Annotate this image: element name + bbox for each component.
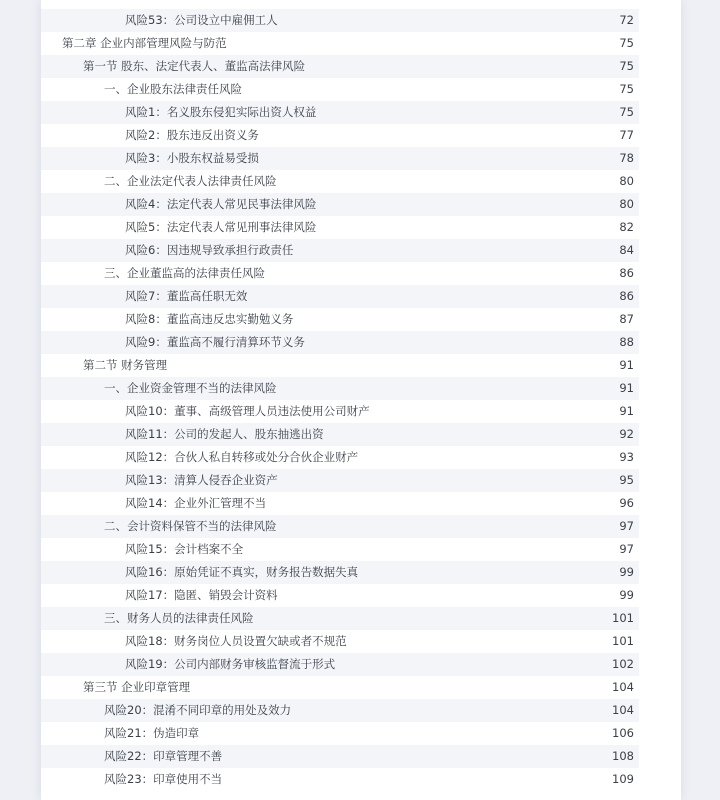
toc-entry: [41, 676, 639, 699]
toc-entry-page-number: 99: [619, 588, 634, 602]
toc-entry-page-number: 88: [619, 335, 634, 349]
toc-entry: [41, 55, 639, 78]
toc-entry: [41, 538, 639, 561]
toc-entry-page-number: 104: [612, 680, 634, 694]
toc-entry-title: 第三节 企业印章管理: [83, 680, 191, 694]
toc-entry-title: 风险13：清算人侵吞企业资产: [125, 473, 278, 487]
toc-entry-title: 三、财务人员的法律责任风险: [104, 611, 254, 625]
toc-entry-title: 风险8：董监高违反忠实勤勉义务: [125, 312, 294, 326]
toc-entry-page-number: 92: [619, 427, 634, 441]
toc-entry-title: 风险19：公司内部财务审核监督流于形式: [125, 657, 336, 671]
toc-entry-page-number: 82: [619, 220, 634, 234]
toc-entry-title: 风险7：董监高任职无效: [125, 289, 248, 303]
toc-entry: [41, 170, 639, 193]
toc-entry-page-number: 97: [619, 542, 634, 556]
toc-entry-title: 三、企业董监高的法律责任风险: [104, 266, 265, 280]
toc-entry-page-number: 87: [619, 312, 634, 326]
toc-entry-page-number: 77: [619, 128, 634, 142]
toc-entry-page-number: 99: [619, 565, 634, 579]
toc-entry-title: 风险16：原始凭证不真实，财务报告数据失真: [125, 565, 359, 579]
toc-entry-page-number: 84: [619, 243, 634, 257]
toc-entry: [41, 607, 639, 630]
toc-entry: [41, 78, 639, 101]
toc-entry-title: 第一节 股东、法定代表人、董监高法律风险: [83, 59, 306, 73]
toc-entry: [41, 446, 639, 469]
toc-entry-title: 风险6：因违规导致承担行政责任: [125, 243, 294, 257]
toc-entry-page-number: 80: [619, 197, 634, 211]
toc-entry: [41, 331, 639, 354]
toc-entry-page-number: 104: [612, 703, 634, 717]
toc-entry-title: 风险53：公司设立中雇佣工人: [125, 13, 278, 27]
toc-entry-page-number: 96: [619, 496, 634, 510]
toc-entry-title: 二、会计资料保管不当的法律风险: [104, 519, 277, 533]
toc-entry-page-number: 91: [619, 358, 634, 372]
toc-entry: [41, 630, 639, 653]
toc-entry: [41, 193, 639, 216]
toc-entry-page-number: 108: [612, 749, 634, 763]
toc-entry: [41, 699, 639, 722]
toc-entry-page-number: 86: [619, 289, 634, 303]
toc-entry-title: 风险11：公司的发起人、股东抽逃出资: [125, 427, 324, 441]
toc-entry-title: 风险4：法定代表人常见民事法律风险: [125, 197, 317, 211]
toc-entry: [41, 768, 639, 791]
toc-entry: [41, 561, 639, 584]
toc-entry: [41, 722, 639, 745]
toc-entry-page-number: 109: [612, 772, 634, 786]
toc-entry: [41, 354, 639, 377]
toc-entry-title: 风险5：法定代表人常见刑事法律风险: [125, 220, 317, 234]
toc-entry: [41, 9, 639, 32]
toc-entry-page-number: 86: [619, 266, 634, 280]
toc-entry-title: 风险2：股东违反出资义务: [125, 128, 259, 142]
toc-entry: [41, 400, 639, 423]
toc-entry-title: 风险10：董事、高级管理人员违法使用公司财产: [125, 404, 370, 418]
toc-entry: [41, 653, 639, 676]
toc-entry-page-number: 75: [619, 59, 634, 73]
toc-entry-page-number: 75: [619, 36, 634, 50]
toc-entry: [41, 584, 639, 607]
toc-entry-title: 风险18：财务岗位人员设置欠缺或者不规范: [125, 634, 347, 648]
table-of-contents: [41, 9, 639, 791]
toc-entry-page-number: 97: [619, 519, 634, 533]
toc-entry-title: 一、企业股东法律责任风险: [104, 82, 242, 96]
toc-entry-page-number: 101: [612, 611, 634, 625]
toc-entry-page-number: 101: [612, 634, 634, 648]
toc-entry: [41, 147, 639, 170]
toc-entry: [41, 239, 639, 262]
toc-entry: [41, 216, 639, 239]
toc-entry-title: 风险14：企业外汇管理不当: [125, 496, 267, 510]
toc-entry: [41, 285, 639, 308]
toc-entry-page-number: 91: [619, 404, 634, 418]
toc-entry-page-number: 72: [619, 13, 634, 27]
toc-entry-page-number: 95: [619, 473, 634, 487]
toc-entry-title: 风险12：合伙人私自转移或处分合伙企业财产: [125, 450, 359, 464]
toc-entry-title: 第二节 财务管理: [83, 358, 168, 372]
toc-entry: [41, 377, 639, 400]
toc-entry: [41, 745, 639, 768]
toc-entry: [41, 124, 639, 147]
toc-entry-title: 风险1：名义股东侵犯实际出资人权益: [125, 105, 317, 119]
toc-entry: [41, 101, 639, 124]
toc-entry-page-number: 93: [619, 450, 634, 464]
toc-entry-title: 风险17：隐匿、销毁会计资料: [125, 588, 278, 602]
toc-entry-page-number: 75: [619, 82, 634, 96]
toc-entry-title: 风险15：会计档案不全: [125, 542, 244, 556]
toc-entry: [41, 469, 639, 492]
toc-entry-page-number: 75: [619, 105, 634, 119]
toc-entry-title: 风险23：印章使用不当: [104, 772, 223, 786]
toc-entry-page-number: 106: [612, 726, 634, 740]
toc-entry: [41, 492, 639, 515]
toc-entry-title: 风险21：伪造印章: [104, 726, 200, 740]
toc-entry: [41, 32, 639, 55]
toc-entry-page-number: 102: [612, 657, 634, 671]
toc-entry-page-number: 80: [619, 174, 634, 188]
toc-entry-page-number: 78: [619, 151, 634, 165]
toc-entry-title: 风险22：印章管理不善: [104, 749, 223, 763]
toc-entry: [41, 308, 639, 331]
toc-entry-page-number: 91: [619, 381, 634, 395]
toc-entry-title: 风险9：董监高不履行清算环节义务: [125, 335, 305, 349]
toc-entry-title: 一、企业资金管理不当的法律风险: [104, 381, 277, 395]
toc-entry: [41, 423, 639, 446]
toc-entry-title: 第二章 企业内部管理风险与防范: [62, 36, 227, 50]
toc-entry: [41, 515, 639, 538]
toc-entry-title: 二、企业法定代表人法律责任风险: [104, 174, 277, 188]
toc-entry: [41, 262, 639, 285]
toc-entry-title: 风险20：混淆不同印章的用处及效力: [104, 703, 292, 717]
toc-entry-title: 风险3：小股东权益易受损: [125, 151, 259, 165]
